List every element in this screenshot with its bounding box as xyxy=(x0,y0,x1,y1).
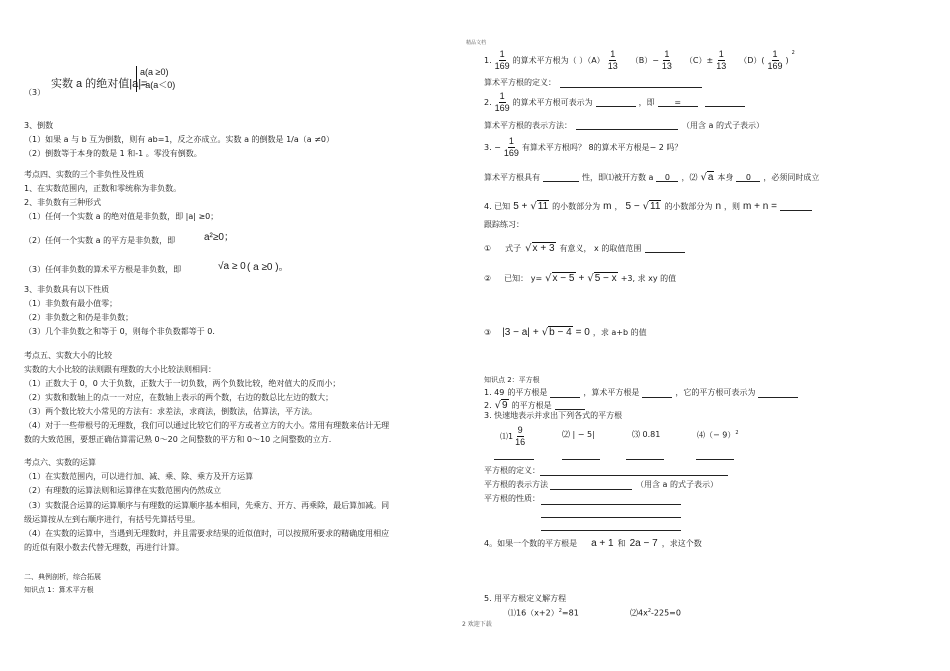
q5a-rhs: =81 xyxy=(561,608,579,618)
q2-text-2: ，即 xyxy=(638,97,655,107)
q1-option-d-label: （D）( xyxy=(739,55,765,65)
k6-line-6: 的近似有限小数去代替无理数，再进行计算。 xyxy=(24,543,184,552)
kp2-q4-text-3: ，求这个数 xyxy=(661,539,702,549)
abs-definition-cases xyxy=(136,66,175,92)
prop-sqrt-label: 平方根的性质： xyxy=(484,494,540,503)
f1-number: ① xyxy=(484,243,492,253)
arith-sqrt-property xyxy=(484,171,819,185)
f3-abs: |3 − a| xyxy=(502,326,530,338)
f3-text: ，求 a+b 的值 xyxy=(592,327,647,337)
kp2-answer-3[interactable] xyxy=(626,459,664,460)
kp2-item-1-frac: $\frac{9}{16}$ xyxy=(515,425,526,447)
kp2-l1-blank-2[interactable] xyxy=(642,389,672,398)
prop-text-3: ，⑵ xyxy=(681,172,698,182)
kp2-l1-text-2: ，算术平方根是 xyxy=(583,388,640,397)
reciprocal-line-1: （1）如果 a 与 b 互为倒数，则有 ab=1，反之亦成立。实数 a 的倒数是 1/a（a ≠0） xyxy=(24,135,335,144)
prop-blank-1[interactable] xyxy=(543,173,579,182)
q1-option-a: $\frac{1}{13}$ xyxy=(607,49,618,71)
follow-up-heading: 跟踪练习： xyxy=(484,220,524,229)
page-header: 精品文档 xyxy=(466,40,487,46)
k6-line-4: 级运算按从左到右顺序进行，有括号先算括号里。 xyxy=(24,515,200,524)
repr-arith-sqrt-hint: （用含 a 的式子表示） xyxy=(682,121,764,130)
k4-sqrt-nonneg: √a ≥ 0 xyxy=(218,261,246,272)
q3-number: 3. − xyxy=(484,142,501,152)
k5-line-5: （4）对于一些带根号的无理数，我们可以通过比较它们的平方或者立方的大小。常用有理数来估计无理 xyxy=(24,421,390,430)
q1-number: 1. xyxy=(484,55,492,65)
kp2-item-1 xyxy=(500,426,525,447)
q5b-rhs: -225=0 xyxy=(651,608,681,618)
abs-definition-label: 实数 a 的绝对值|a|= xyxy=(51,78,148,90)
q4-text-2: 的小数部分为 xyxy=(552,201,601,211)
q4-sqrt-11-a: √11 xyxy=(530,201,549,212)
k6-line-5: （4）在实数的运算中，当遇到无理数时，并且需要求结果的近似值时，可以按照所要求的精确度用相应 xyxy=(24,529,390,538)
kp2-q4-expr-2: 2a − 7 xyxy=(629,538,658,549)
f2-number: ② xyxy=(484,273,492,283)
reciprocal-line-2: （2）倒数等于本身的数是 1 和-1 。零没有倒数。 xyxy=(24,149,202,158)
q2-text: 的算术平方根可表示为 xyxy=(512,97,593,107)
follow-up-1 xyxy=(484,242,685,256)
follow-up-3 xyxy=(484,326,647,340)
q4-blank[interactable] xyxy=(780,202,812,211)
q3-text: 有算术平方根吗？ 8的算术平方根是− 2 吗？ xyxy=(521,142,683,152)
k5-line-6: 数的大致范围，要想正确估算需记熟 0～20 之间整数的平方和 0～10 之间整数的立方. xyxy=(24,435,332,444)
repr-sqrt-label: 平方根的表示方法 xyxy=(484,480,548,489)
f2-text-2: +3, 求 xy 的值 xyxy=(620,273,677,283)
part-two-heading: 二、典例剖析，综合拓展 xyxy=(24,573,101,581)
q3-fraction: $\frac{1}{169}$ xyxy=(503,136,519,158)
kp2-item-4 xyxy=(697,430,739,441)
q4-text-5: ，则 xyxy=(724,201,740,211)
k5-line-2: （1）正数大于 0，0 大于负数，正数大于一切负数，两个负数比较，绝对值大的反而小； xyxy=(24,379,341,388)
q4-text-4: 的小数部分为 xyxy=(664,201,713,211)
k4-line-8: （2）非负数之和仍是非负数； xyxy=(24,313,134,322)
abs-item-number: （3） xyxy=(24,88,46,97)
kp2-q4-expr-1: a + 1 xyxy=(591,538,614,549)
q5b-base: ⑵4x xyxy=(630,608,648,618)
kp2-line-3: 3. 快速地表示并求出下列各式的平方根 xyxy=(484,411,623,420)
q4-expr-3: m + n = xyxy=(743,200,777,212)
question-2 xyxy=(484,92,745,113)
repr-sqrt-blank[interactable] xyxy=(550,489,632,490)
question-1 xyxy=(484,50,795,71)
q4-sqrt-11-b: √11 xyxy=(642,201,661,212)
f1-sqrt: √x + 3 xyxy=(525,243,555,254)
kp2-q4-text-1: 4。如果一个数的平方根是 xyxy=(484,539,578,549)
def-sqrt-label: 平方根的定义： xyxy=(484,466,540,475)
prop-text-4: 本身 xyxy=(717,172,734,182)
k4-line-4: （2）任何一个实数 a 的平方是非负数，即 xyxy=(24,236,176,245)
q4-var-m: m xyxy=(603,200,612,212)
def-arith-sqrt-label: 算术平方根的定义： xyxy=(484,78,556,87)
kp2-l2-sqrt: √9 xyxy=(494,400,508,411)
q4-text-3: ， xyxy=(614,201,623,211)
q5-equation-2 xyxy=(630,608,681,619)
q1-option-b-label: （B）− xyxy=(630,55,659,65)
prop-sqrt-blank-2[interactable] xyxy=(541,517,681,518)
repr-sqrt-hint: （用含 a 的式子表示） xyxy=(636,480,718,489)
kp2-answer-4[interactable] xyxy=(696,459,734,460)
prop-text-5: ，必须同时成立 xyxy=(763,172,820,182)
section-k5-title: 考点五、实数大小的比较 xyxy=(24,351,112,360)
q5a-exp: 2 xyxy=(558,608,562,614)
prop-sqrt-a: √a xyxy=(700,172,714,183)
repr-arith-sqrt-label: 算术平方根的表示方法： xyxy=(484,121,572,130)
def-arith-sqrt-blank[interactable] xyxy=(560,87,702,88)
q2-blank-1[interactable] xyxy=(596,98,636,107)
question-4 xyxy=(484,200,812,214)
k4-line-1: 1、在实数范围内，正数和零统称为非负数。 xyxy=(24,184,182,193)
q4-text-1: 4. 已知 xyxy=(484,201,511,211)
q5a-base: ⑴16（x+2） xyxy=(508,608,559,618)
k4-sqrt-condition: ( a ≥0 )。 xyxy=(247,262,289,273)
abs-case-positive: a(a ≥0) xyxy=(140,67,169,77)
kp2-item-3: ⑶ 0.81 xyxy=(632,430,661,439)
f3-sqrt: √b − 4 xyxy=(541,327,572,338)
prop-blank-3[interactable]: 0 xyxy=(736,173,760,182)
q1-option-c-label: （C）± xyxy=(684,55,714,65)
kp2-l1-text-3: ，它的平方根可表示为 xyxy=(675,388,756,397)
k6-line-1: （1）在实数范围内，可以进行加、减、乘、除、乘方及开方运算 xyxy=(24,472,254,481)
q4-expr-1: 5 + xyxy=(513,200,528,212)
prop-sqrt-blank-1[interactable] xyxy=(541,504,681,505)
k6-line-3: （3）实数混合运算的运算顺序与有理数的运算顺序基本相同，先乘方、开方、再乘除，最后算加减。同 xyxy=(24,501,390,510)
follow-up-2 xyxy=(484,272,676,286)
f1-text-1: 式子 xyxy=(505,243,522,253)
page-footer: 2 欢迎下载 xyxy=(462,621,492,628)
q2-blank-2[interactable]: = xyxy=(658,98,698,107)
k4-square-nonneg: a²≥0； xyxy=(204,232,234,243)
q4-expr-2: 5 − xyxy=(625,200,640,212)
prop-text-1: 算术平方根具有 xyxy=(484,172,540,182)
k4-line-9: （3）几个非负数之和等于 0，则每个非负数都等于 0. xyxy=(24,327,215,336)
q5-equation-1 xyxy=(508,608,579,619)
k4-line-5: （3）任何非负数的算术平方根是非负数，即 xyxy=(24,265,182,274)
f1-blank[interactable] xyxy=(645,244,685,253)
k5-line-1: 实数的大小比较的法则跟有理数的大小比较法则相同： xyxy=(24,365,216,374)
prop-text-2: 性，即⑴被开方数 a xyxy=(582,172,654,182)
k4-line-7: （1）非负数有最小值零； xyxy=(24,299,118,308)
kp2-item-1-int: ⑴1 xyxy=(500,431,514,441)
knowledge-point-2: 知识点 2：平方根 xyxy=(484,376,540,384)
q2-fraction: $\frac{1}{169}$ xyxy=(494,91,510,113)
q2-blank-3[interactable] xyxy=(705,98,745,107)
q5b-exp: 2 xyxy=(647,608,652,614)
k5-line-3: （2）实数和数轴上的点一一对应，在数轴上表示的两个数，右边的数总比左边的数大； xyxy=(24,393,334,402)
kp2-l2-blank[interactable] xyxy=(555,401,585,410)
f2-plus: + xyxy=(578,272,585,284)
kp2-l1-blank-1[interactable] xyxy=(550,389,580,398)
f3-plus: + xyxy=(532,326,539,338)
kp2-l2-text: 的平方根是 xyxy=(511,400,552,410)
q1-option-d-exponent: 2 xyxy=(791,50,795,56)
f2-sqrt-1: √x − 5 xyxy=(545,273,575,284)
abs-case-negative: −a(a＜0) xyxy=(140,80,176,91)
kp2-l2-num: 2. xyxy=(484,400,492,410)
prop-sqrt-blank-3[interactable] xyxy=(541,530,681,531)
kp2-item-2: ⑵ | − 5| xyxy=(562,430,595,439)
section-reciprocal-title: 3、倒数 xyxy=(24,121,54,130)
kp2-l1-blank-3[interactable] xyxy=(758,389,798,398)
kp2-answer-1[interactable] xyxy=(494,459,534,460)
q1-option-d: $\frac{1}{169}$ xyxy=(767,49,783,71)
repr-arith-sqrt-blank[interactable] xyxy=(576,129,678,130)
knowledge-point-1: 知识点 1：算术平方根 xyxy=(24,586,94,594)
f2-sqrt-2: √5 − x xyxy=(587,273,617,284)
prop-blank-2[interactable]: 0 xyxy=(656,173,678,182)
section-k4-title: 考点四、实数的三个非负性及性质 xyxy=(24,170,144,179)
kp2-q4-text-2: 和 xyxy=(617,539,626,549)
f2-text-1: 已知： y= xyxy=(504,273,543,283)
q1-option-b: $\frac{1}{13}$ xyxy=(661,49,672,71)
q2-number: 2. xyxy=(484,97,492,107)
q1-fraction: $\frac{1}{169}$ xyxy=(494,49,510,71)
k4-line-3: （1）任何一个实数 a 的绝对值是非负数，即 |a| ≥0； xyxy=(24,212,219,221)
k4-line-6: 3、非负数具有以下性质 xyxy=(24,285,110,294)
q1-text: 的算术平方根为（ ）（A） xyxy=(512,55,605,65)
q1-option-d-close: ) xyxy=(785,55,789,65)
f3-eq: = 0 xyxy=(575,326,590,338)
kp2-l1-num: 1. 49 xyxy=(484,388,505,397)
def-sqrt-blank[interactable] xyxy=(540,475,728,476)
section-k6-title: 考点六、实数的运算 xyxy=(24,458,96,467)
kp2-item-4-base: ⑷（− 9） xyxy=(697,430,736,440)
q1-option-c: $\frac{1}{13}$ xyxy=(716,49,727,71)
kp2-question-5: 5. 用平方根定义解方程 xyxy=(484,594,567,603)
k5-line-4: （3）两个数比较大小常见的方法有：求差法，求商法，倒数法，估算法，平方法。 xyxy=(24,407,318,416)
k6-line-2: （2）有理数的运算法则和运算律在实数范围内仍然成立 xyxy=(24,486,222,495)
question-3 xyxy=(484,137,682,158)
kp2-answer-2[interactable] xyxy=(562,459,600,460)
k4-line-2: 2、非负数有三种形式 xyxy=(24,198,102,207)
kp2-l1-text-1: 的平方根是 xyxy=(507,388,548,397)
kp2-line-1 xyxy=(484,388,798,398)
kp2-question-4 xyxy=(484,538,702,551)
f1-text-2: 有意义， x 的取值范围 xyxy=(559,243,642,253)
f3-number: ③ xyxy=(484,327,492,337)
q4-var-n: n xyxy=(715,200,721,212)
kp2-item-4-exp: 2 xyxy=(735,430,739,436)
